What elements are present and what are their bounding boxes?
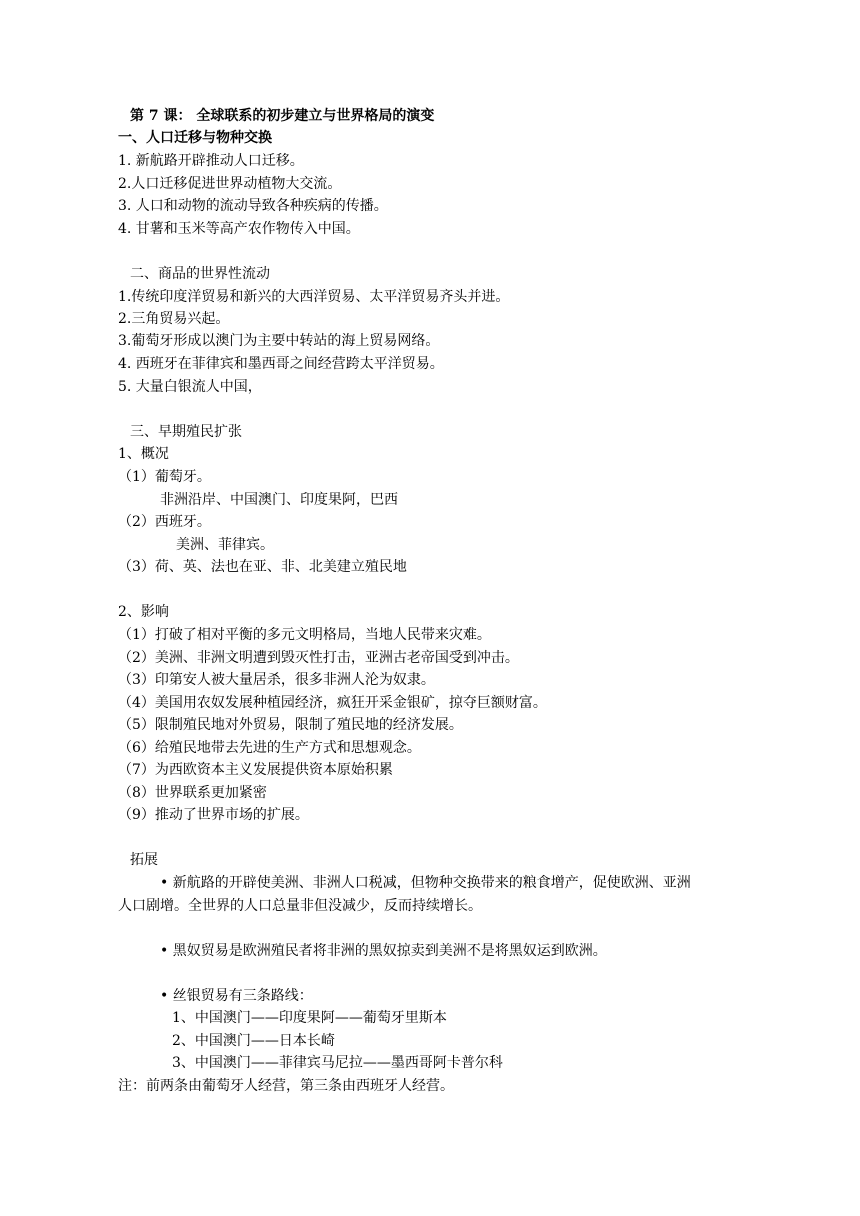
list-item: 3. 人口和动物的流动导致各种疾病的传播。 [118, 198, 388, 214]
list-item-detail: 美洲、菲律宾。 [176, 537, 274, 553]
list-item: 4. 甘薯和玉米等高产农作物传入中国。 [118, 221, 360, 237]
list-item: （8）世界联系更加紧密 [118, 785, 267, 801]
extension-heading: 拓展 [130, 852, 158, 868]
list-item-detail: 非洲沿岸、中国澳门、印度果阿，巴西 [160, 492, 398, 508]
list-item: （4）美国用农奴发展种植园经济，疯狂开采金银矿，掠夺巨额财富。 [118, 695, 547, 711]
list-item: （5）限制殖民地对外贸易，限制了殖民地的经济发展。 [118, 717, 463, 733]
route-item: 2、中国澳门——日本长崎 [172, 1033, 335, 1049]
list-item: （6）给殖民地带去先进的生产方式和思想观念。 [118, 740, 421, 756]
list-item: 2.三角贸易兴起。 [118, 311, 230, 327]
list-item: （3）荷、英、法也在亚、非、北美建立殖民地 [118, 559, 407, 575]
list-item: 3.葡萄牙形成以澳门为主要中转站的海上贸易网络。 [118, 333, 440, 349]
list-item: （1）打破了相对平衡的多元文明格局，当地人民带来灾难。 [118, 627, 491, 643]
section-heading-3: 三、早期殖民扩张 [130, 424, 242, 440]
list-item: 2.人口迁移促进世界动植物大交流。 [118, 176, 342, 192]
list-item: （2）西班牙。 [118, 514, 211, 530]
list-item: （1）葡萄牙。 [118, 469, 211, 485]
page-title: 第 7 课： 全球联系的初步建立与世界格局的演变 [130, 108, 435, 124]
route-item: 3、中国澳门——菲律宾马尼拉——墨西哥阿卡普尔科 [172, 1055, 503, 1071]
list-item: （2）美洲、非洲文明遭到毁灭性打击，亚洲古老帝国受到冲击。 [118, 650, 519, 666]
bullet-paragraph: • 黑奴贸易是欧洲殖民者将非洲的黑奴掠卖到美洲不是将黑奴运到欧洲。 [160, 943, 607, 959]
section-heading-1: 一、人口迁移与物种交换 [118, 130, 272, 146]
list-item: 1.传统印度洋贸易和新兴的大西洋贸易、太平洋贸易齐头并进。 [118, 289, 510, 305]
list-item: 1. 新航路开辟推动人口迁移。 [118, 153, 304, 169]
section-heading-2: 二、商品的世界性流动 [130, 266, 270, 282]
route-item: 1、中国澳门——印度果阿——葡萄牙里斯本 [172, 1010, 447, 1026]
list-item: （3）印第安人被大量居杀，很多非洲人沦为奴隶。 [118, 672, 435, 688]
list-item: 4. 西班牙在菲律宾和墨西哥之间经营跨太平洋贸易。 [118, 356, 444, 372]
list-item: 5. 大量白银流人中国， [118, 379, 262, 395]
list-item: （9）推动了世界市场的扩展。 [118, 807, 309, 823]
bullet-paragraph: • 丝银贸易有三条路线： [160, 988, 313, 1004]
note: 注：前两条由葡萄牙人经营，第三条由西班牙人经营。 [118, 1078, 454, 1094]
bullet-paragraph: • 新航路的开辟使美洲、非洲人口税减，但物种交换带来的粮食增产，促使欧洲、亚洲 [160, 875, 691, 891]
list-item: （7）为西欧资本主义发展提供资本原始积累 [118, 762, 393, 778]
subheading: 1、概况 [118, 446, 169, 462]
bullet-paragraph-cont: 人口剧增。全世界的人口总量非但没减少，反而持续增长。 [118, 898, 482, 914]
subheading: 2、影响 [118, 604, 169, 620]
